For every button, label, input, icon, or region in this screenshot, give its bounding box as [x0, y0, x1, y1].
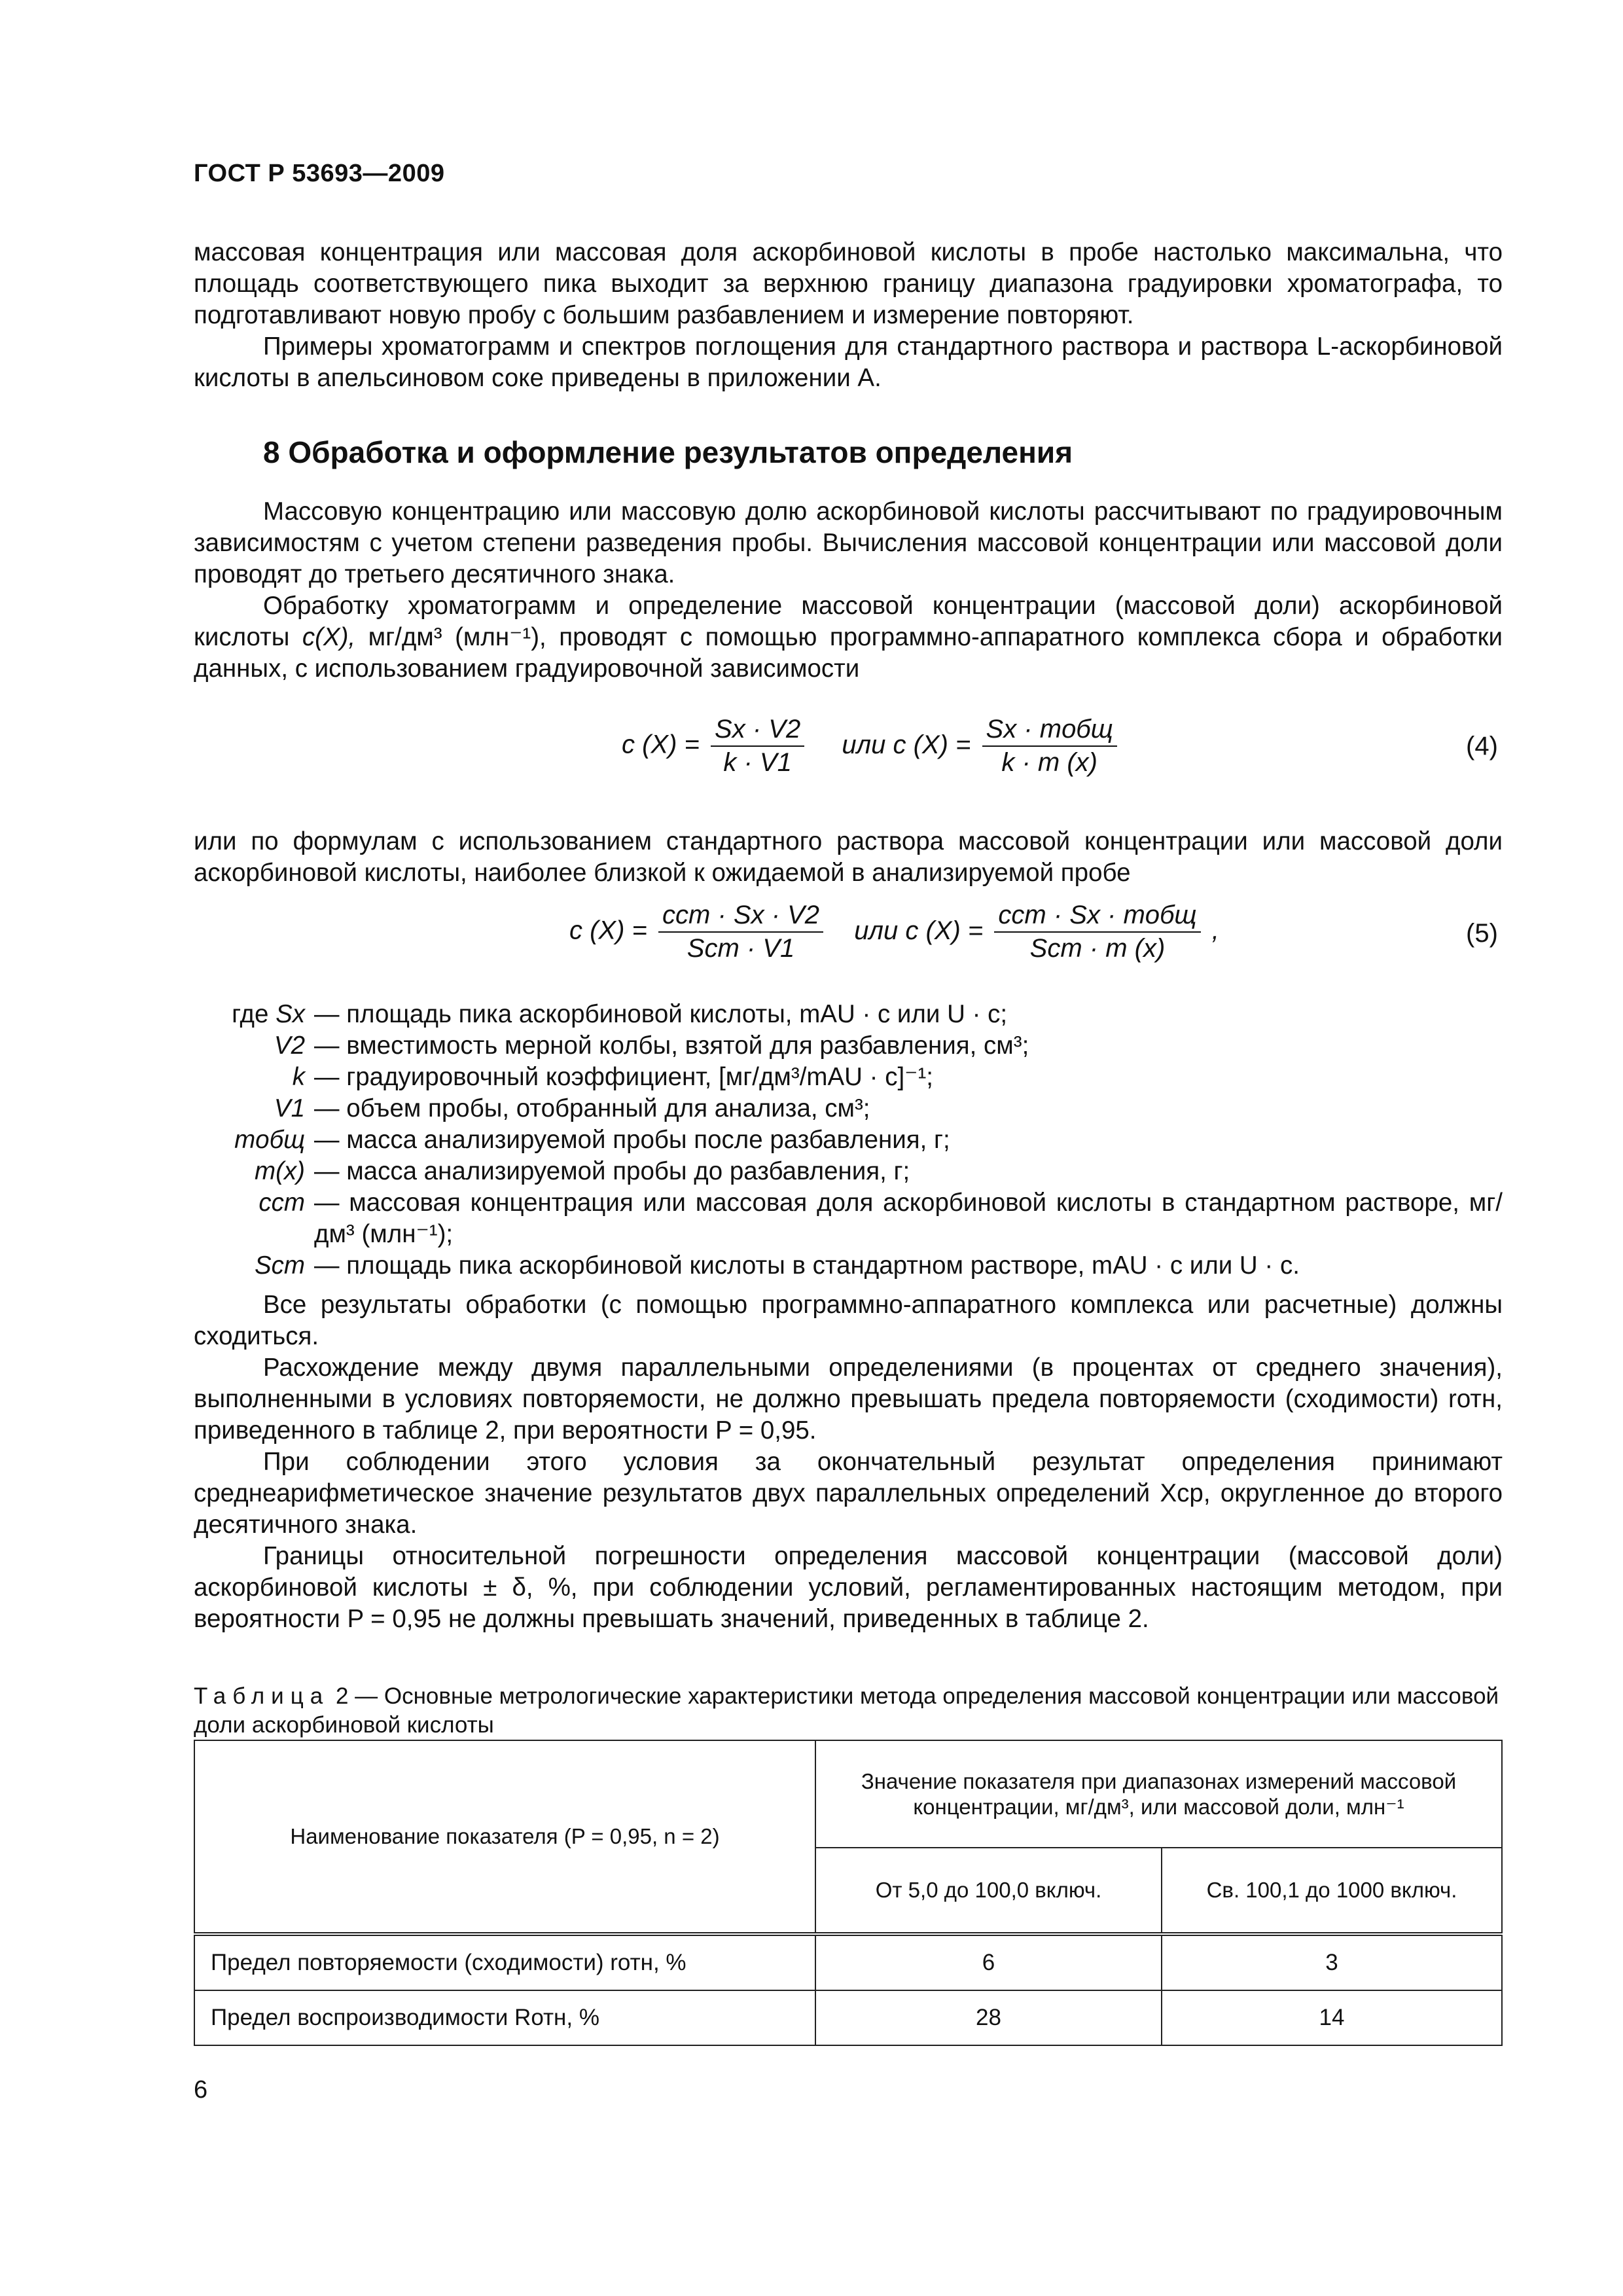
section-paragraph-2: [194, 590, 1503, 685]
intro-paragraph-1: массовая концентрация или массовая доля аскорбиновой кислоты в пробе настолько максимальна, что площадь соответствующего пика выходит за верхнюю границу диапазона градуировки хроматографа, то подготавливают новую пробу с большим разбавлением и измерение повторяют.: [194, 238, 1503, 329]
formula-4-fraction-1: [711, 715, 804, 778]
section-title: 8 Обработка и оформление результатов определения: [263, 435, 1073, 469]
definition-symbol: mобщ: [234, 1126, 305, 1154]
formula-5-num-1: cст · Sx · V2: [658, 901, 823, 933]
definition-prefix: где: [232, 1000, 276, 1028]
table-row: [194, 1990, 1502, 2045]
definition-text: — масса анализируемой пробы после разбавления, г;: [314, 1126, 950, 1154]
definition-text: — объем пробы, отобранный для анализа, см³;: [314, 1094, 870, 1122]
definition-row: [194, 1124, 1503, 1156]
table-caption: [194, 1682, 1503, 1740]
definition-row: [194, 1250, 1503, 1282]
definition-symbol: k: [292, 1063, 305, 1091]
table-row: [194, 1934, 1502, 1990]
table-cell-value-1: 28: [815, 1990, 1162, 2045]
definition-row: [194, 1156, 1503, 1187]
metrology-table: [194, 1740, 1503, 2046]
table-cell-value-1: 6: [815, 1934, 1162, 1990]
formula-4-num-2: Sx · mобщ: [982, 715, 1117, 747]
table-cell-value-2: 3: [1162, 1934, 1502, 1990]
table-cell-name: Предел воспроизводимости Rотн, %: [194, 1990, 815, 2045]
formula-5-fraction-2: [994, 901, 1200, 963]
formula-4: [622, 715, 1121, 778]
definition-text: — площадь пика аскорбиновой кислоты в стандартном растворе, mAU · с или U · с.: [314, 1251, 1300, 1280]
symbol-definitions: [194, 999, 1503, 1282]
formula-4-number: (4): [1466, 732, 1498, 761]
document-id: ГОСТ Р 53693—2009: [194, 160, 445, 187]
formula-5-den-2: Sст · m (x): [1029, 934, 1166, 963]
definition-text: — площадь пика аскорбиновой кислоты, mAU · с или U · с;: [314, 1000, 1008, 1028]
formula-5-fraction-1: [658, 901, 823, 963]
formula-5-mid: или c (X) =: [854, 916, 984, 945]
definition-symbol: Sx: [276, 1000, 305, 1028]
formula-4-den-2: k · m (x): [1001, 748, 1097, 777]
definition-symbol: V1: [274, 1094, 305, 1122]
definition-symbol: cст: [259, 1189, 305, 1217]
table-header-row: [194, 1740, 1502, 1848]
intro-text: [194, 237, 1503, 394]
definition-symbol: Sст: [255, 1251, 305, 1280]
table-caption-label: Таблица: [194, 1683, 330, 1709]
table-header-indicator: Наименование показателя (P = 0,95, n = 2): [194, 1740, 815, 1934]
definition-row: [194, 1062, 1503, 1093]
formula-5-den-1: Sст · V1: [687, 934, 795, 963]
formula-4-fraction-2: [982, 715, 1117, 778]
formula-4-mid: или c (X) =: [842, 730, 971, 759]
section-paragraph-2b: мг/дм³ (млн⁻¹), проводят с помощью программно-аппаратного комплекса сбора и обработки данных, с использованием градуировочной зависимости: [194, 623, 1503, 683]
section-text: [194, 496, 1503, 685]
table-header-range: Значение показателя при диапазонах измерений массовой концентрации, мг/дм³, или массовой доли, млн⁻¹: [815, 1740, 1502, 1848]
results-text: [194, 1289, 1503, 1635]
table-cell-name: Предел повторяемости (сходимости) rотн, %: [194, 1934, 815, 1990]
table-header-range-1: От 5,0 до 100,0 включ.: [815, 1848, 1162, 1934]
formula-4-lhs: c (X) =: [622, 730, 700, 759]
results-paragraph-1: Все результаты обработки (с помощью программно-аппаратного комплекса или расчетные) должны сходиться.: [194, 1291, 1503, 1350]
results-paragraph-2: Расхождение между двумя параллельными определениями (в процентах от среднего значения), выполненными в условиях повторяемости, не должно превышать предела повторяемости (сходимости) rотн, приведенного в таблице 2, при вероятности P = 0,95.: [194, 1354, 1503, 1444]
table-header-range-2: Св. 100,1 до 1000 включ.: [1162, 1848, 1502, 1934]
intro-paragraph-2: Примеры хроматограмм и спектров поглощения для стандартного раствора и раствора L-аскорбиновой кислоты в апельсиновом соке приведены в приложении А.: [194, 332, 1503, 392]
formula-5-number: (5): [1466, 919, 1498, 948]
cx-symbol: c(X),: [302, 623, 356, 651]
definition-symbol: m(x): [255, 1157, 305, 1185]
definition-row: [194, 1187, 1503, 1250]
page-number: 6: [194, 2076, 208, 2104]
formula-5-num-2: cст · Sx · mобщ: [994, 901, 1200, 933]
formula-5-tail: ,: [1211, 916, 1219, 945]
definition-row: [194, 1030, 1503, 1062]
definition-text: — массовая концентрация или массовая доля аскорбиновой кислоты в стандартном растворе, мг/дм³ (млн⁻¹);: [314, 1189, 1503, 1248]
section-paragraph-2a: Обработку хроматограмм и определение массовой концентрации (массовой доли) аскорбиновой кислоты: [194, 592, 1503, 651]
definition-row: [194, 999, 1503, 1030]
definition-symbol: V2: [274, 1031, 305, 1060]
section-paragraph-1: Массовую концентрацию или массовую долю аскорбиновой кислоты рассчитывают по градуировочным зависимостям с учетом степени разведения пробы. Вычисления массовой концентрации или массовой доли проводят до третьего десятичного знака.: [194, 497, 1503, 588]
section-paragraph-3: или по формулам с использованием стандартного раствора массовой концентрации или массовой доли аскорбиновой кислоты, наиболее близкой к ожидаемой в анализируемой пробе: [194, 827, 1503, 887]
definition-row: [194, 1093, 1503, 1124]
table-cell-value-2: 14: [1162, 1990, 1502, 2045]
section-paragraph-3-block: [194, 826, 1503, 889]
definition-text: — масса анализируемой пробы до разбавления, г;: [314, 1157, 910, 1185]
formula-4-num-1: Sx · V2: [711, 715, 804, 747]
table-caption-text: 2 — Основные метрологические характеристики метода определения массовой концентрации или массовой доли аскорбиновой кислоты: [194, 1683, 1499, 1738]
results-paragraph-3: При соблюдении этого условия за окончательный результат определения принимают среднеарифметическое значение результатов двух параллельных определений Xср, округленное до второго десятичного знака.: [194, 1448, 1503, 1539]
definition-text: — вместимость мерной колбы, взятой для разбавления, см³;: [314, 1031, 1029, 1060]
definition-text: — градуировочный коэффициент, [мг/дм³/mAU · с]⁻¹;: [314, 1063, 933, 1091]
formula-5-lhs: c (X) =: [569, 916, 647, 945]
formula-5: [569, 901, 1219, 963]
formula-4-den-1: k · V1: [723, 748, 792, 777]
results-paragraph-4: Границы относительной погрешности определения массовой концентрации (массовой доли) аскорбиновой кислоты ± δ, %, при соблюдении условий, регламентированных настоящим методом, при вероятности P = 0,95 не должны превышать значений, приведенных в таблице 2.: [194, 1542, 1503, 1633]
